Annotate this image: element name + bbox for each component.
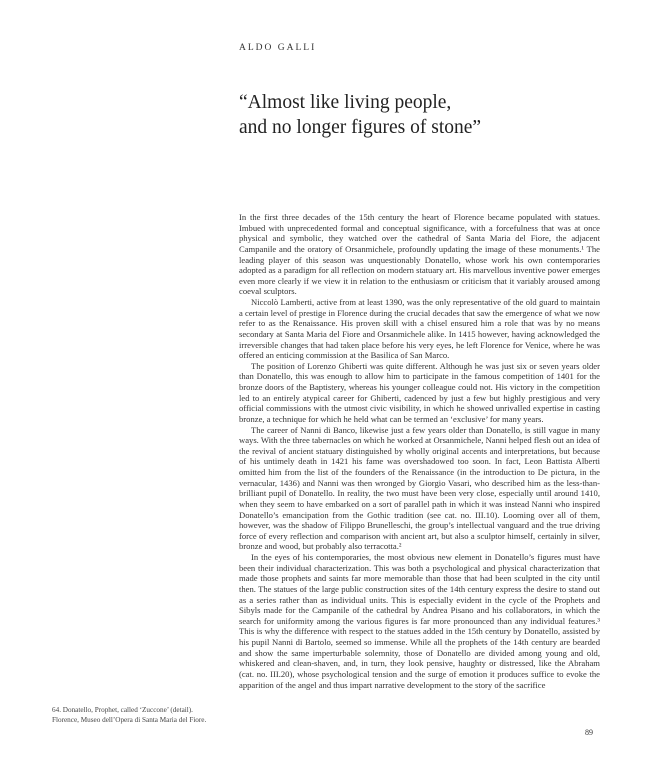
body-paragraph: The career of Nanni di Banco, likewise just a few years older than Donatello, is still vague in many ways. With the three tabernacles on which he worked at Orsanmichele, Nanni helped flesh out an idea of the revival of ancient statuary distinguished by wholly original accents and interpretations, but because of his untimely death in 1421 his fame was overshadowed too soon. In fact, Leon Battista Alberti omitted him from the list of the founders of the Renaissance (in the introduction to De pictura, in the vernacular, 1436) and Nanni was then wronged by Giorgio Vasari, who described him as the less-than-brilliant pupil of Donatello. In reality, the two must have been very close, especially until around 1410, when they seem to have embarked on a sort of parallel path in which it was instead Nanni who inspired Donatello’s emancipation from the Gothic tradition (see cat. no. III.10). Looming over all of them, however, was the shadow of Filippo Brunelleschi, the group’s intellectual vanguard and the true driving force of every reflection and comparison with ancient art, but also a sculptor himself, certainly in silver, bronze and wood, but probably also terracotta.² (239, 424, 600, 552)
body-paragraph: In the first three decades of the 15th century the heart of Florence became populated with statues. Imbued with unprecedented formal and conceptual significance, with a forcefulness that was at once physical and symbolic, they watched over the cathedral of Santa Maria del Fiore, the adjacent Campanile and the oratory of Orsanmichele, profoundly updating the image of these monuments.¹ The leading player of this season was unquestionably Donatello, whose work his own contemporaries adopted as a paradigm for all reflection on modern statuary art. His marvellous inventive power emerges even more clearly if we view it in relation to the enthusiasm or criticism that it variably aroused among coeval sculptors. (239, 212, 600, 297)
running-header-author: ALDO GALLI (239, 43, 317, 53)
body-paragraph: The position of Lorenzo Ghiberti was quite different. Although he was just six or seven years older than Donatello, this was enough to allow him to participate in the famous competition of 1401 for the bronze doors of the Baptistery, whereas his younger colleague could not. His victory in the competition led to an entirely atypical career for Ghiberti, cadenced by just a few but highly prestigious and very official commissions with the utmost civic visibility, in which he showed unrivalled expertise in casting bronze, a technique for which he held what can be termed an ‘exclusive’ for many years. (239, 360, 600, 424)
body-paragraph: Niccolò Lamberti, active from at least 1390, was the only representative of the old guard to maintain a certain level of prestige in Florence during the crucial decades that saw the emergence of what we now refer to as the Renaissance. His proven skill with a chisel ensured him a role that was by no means secondary at Santa Maria del Fiore and Orsanmichele alike. In 1415 however, having acknowledged the irreversible changes that had taken place before his very eyes, he left Florence for Venice, where he was offered an enticing commission at the Basilica of San Marco. (239, 297, 600, 361)
essay-body (239, 212, 600, 690)
essay-title (239, 90, 599, 140)
figure-caption: 64. Donatello, Prophet, called ‘Zuccone’ (detail). Florence, Museo dell’Opera di Santa Maria del Fiore. (52, 706, 207, 724)
essay-title-line: and no longer figures of stone” (239, 117, 482, 138)
essay-title-line: “Almost like living people, (239, 92, 452, 113)
body-paragraph: In the eyes of his contemporaries, the most obvious new element in Donatello’s figures must have been their individual characterization. This was both a psychological and physical characterization that made those prophets and saints far more memorable than those that had been sculpted in the city until then. The statues of the large public construction sites of the 14th century express the desire to stand out as a series rather than as individual units. This is especially evident in the cycle of the Prophets and Sibyls made for the Campanile of the cathedral by Andrea Pisano and his collaborators, in which the search for uniformity among the various figures is far more pronounced than any individual features.³ This is why the difference with respect to the statues added in the 15th century by Donatello, assisted by his pupil Nanni di Bartolo, seemed so immense. While all the prophets of the 14th century are bearded and show the same imperturbable solemnity, those of Donatello are divided among young and old, whiskered and clean-shaven, and, in turn, they look pensive, haughty or distressed, like the Abraham (cat. no. III.20), whose psychological tension and the surge of emotion it produces suffice to evoke the apparition of the angel and thus impart narrative development to the story of the sacrifice (239, 552, 600, 690)
page-number: 89 (585, 728, 593, 737)
